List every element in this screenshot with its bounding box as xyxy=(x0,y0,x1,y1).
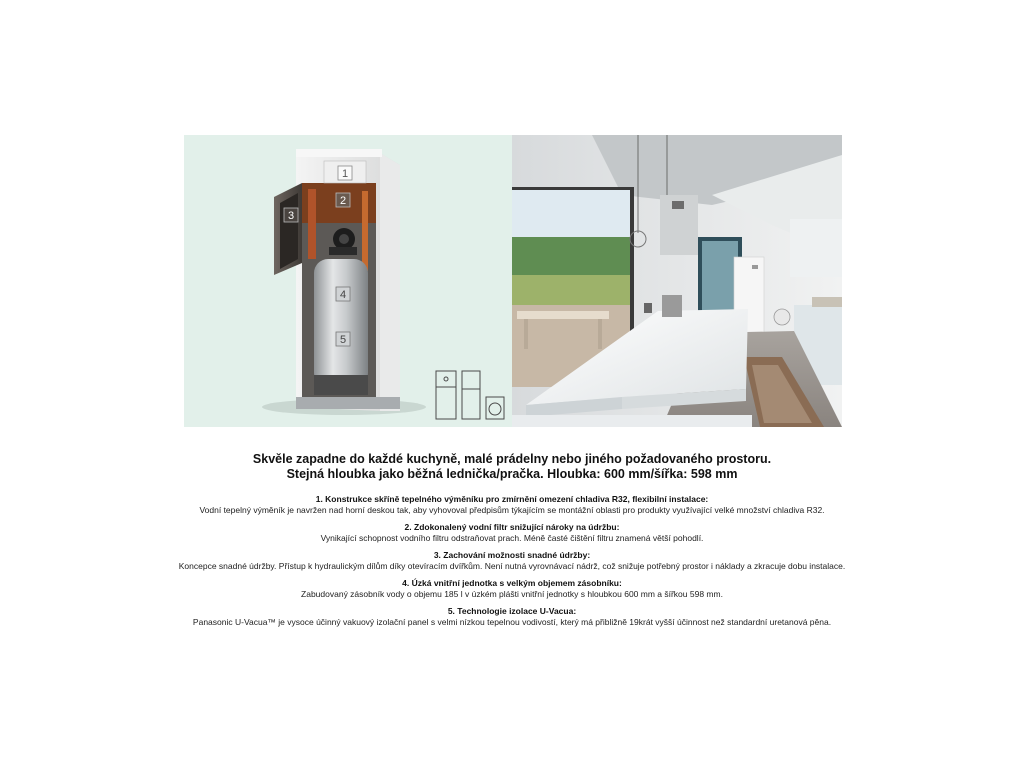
svg-text:3: 3 xyxy=(287,210,295,222)
feature-list xyxy=(170,494,854,628)
heat-pump-illustration xyxy=(184,135,512,427)
svg-text:5: 5 xyxy=(339,334,347,346)
feature-item xyxy=(170,522,854,544)
feature-title: 5. Technologie izolace U-Vacua: xyxy=(447,606,577,616)
image-banner xyxy=(184,135,842,427)
feature-description: Panasonic U-Vacua™ je vysoce účinný vakuový izolační panel s velmi nízkou tepelnou vodivostí, který má přibližně 19krát vyšší účinnost než standardní uretanová pěna. xyxy=(192,617,832,627)
label-2 xyxy=(336,193,350,207)
cabinet xyxy=(274,149,400,411)
feature-description: Vodní tepelný výměník je navržen nad horní deskou tak, aby vyhovoval předpisům týkajícím se montážní oblasti pro produkty využívající velké množství chladiva R32. xyxy=(199,505,825,515)
feature-item xyxy=(170,606,854,628)
feature-title: 4. Úzká vnitřní jednotka s velkým objemem zásobníku: xyxy=(402,578,622,588)
content-text xyxy=(170,452,854,634)
headline-line-1: Skvěle zapadne do každé kuchyně, malé prádelny nebo jiného požadovaného prostoru. xyxy=(252,452,772,466)
feature-title: 1. Konstrukce skříně tepelného výměníku pro zmírnění omezení chladiva R32, flexibilní instalace: xyxy=(315,494,709,504)
svg-text:4: 4 xyxy=(339,289,347,301)
feature-item xyxy=(170,578,854,600)
label-4 xyxy=(336,287,350,301)
label-3 xyxy=(284,208,298,222)
svg-text:1: 1 xyxy=(341,168,349,180)
feature-item xyxy=(170,494,854,516)
feature-description: Koncepce snadné údržby. Přístup k hydraulickým dílům díky otevíracím dvířkům. Není nutná vyrovnávací nádrž, což snižuje potřebný prostor i náklady a zkracuje dobu instalace. xyxy=(178,561,846,571)
feature-title: 2. Zdokonalený vodní filtr snižující nároky na údržbu: xyxy=(404,522,620,532)
headline-line-2: Stejná hloubka jako běžná lednička/pračka. Hloubka: 600 mm/šířka: 598 mm xyxy=(286,467,738,481)
kitchen-photo xyxy=(512,135,842,427)
size-comparison-icons xyxy=(436,371,504,419)
feature-item xyxy=(170,550,854,572)
label-5 xyxy=(336,332,350,346)
feature-description: Vynikající schopnost vodního filtru odstraňovat prach. Méně časté čištění filtru znamená větší pohodlí. xyxy=(320,533,704,543)
feature-description: Zabudovaný zásobník vody o objemu 185 l v úzkém plášti vnitřní jednotky s hloubkou 600 mm a šířkou 598 mm. xyxy=(301,589,723,599)
svg-text:2: 2 xyxy=(339,195,347,207)
feature-title: 3. Zachování možnosti snadné údržby: xyxy=(433,550,591,560)
label-1 xyxy=(338,166,352,180)
